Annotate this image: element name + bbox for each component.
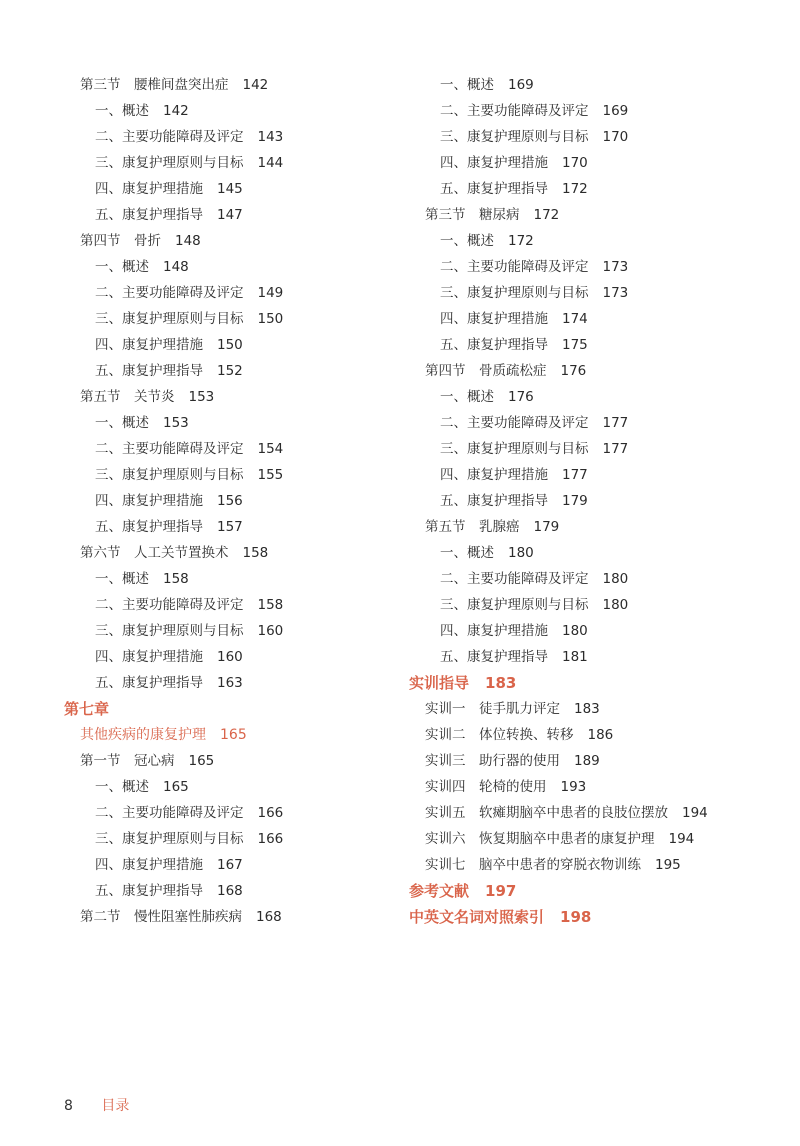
- toc-entry-item[interactable]: [409, 566, 789, 592]
- toc-entry-page-number: 158: [257, 597, 284, 613]
- toc-entry-section[interactable]: [409, 514, 789, 540]
- toc-entry-title: 三、康复护理原则与目标: [95, 155, 244, 171]
- toc-entry-section[interactable]: [409, 774, 789, 800]
- toc-entry-item[interactable]: [409, 410, 789, 436]
- toc-entry-title: 第三节 糖尿病: [425, 207, 520, 223]
- toc-entry-item[interactable]: [409, 488, 789, 514]
- toc-entry-item[interactable]: [64, 644, 404, 670]
- toc-entry-page-number: 173: [602, 285, 629, 301]
- toc-entry-page-number: 147: [217, 207, 243, 223]
- toc-entry-title: 第一节 冠心病: [80, 753, 175, 769]
- toc-entry-page-number: 169: [508, 77, 534, 93]
- toc-entry-page-number: 179: [533, 519, 560, 535]
- toc-entry-title: 实训四 轮椅的使用: [425, 779, 547, 795]
- toc-entry-page-number: 183: [485, 674, 517, 692]
- toc-entry-page-number: 148: [163, 259, 189, 275]
- toc-entry-title: 三、康复护理原则与目标: [95, 831, 244, 847]
- toc-entry-title: 四、康复护理措施: [440, 311, 548, 327]
- toc-entry-page-number: 175: [562, 337, 588, 353]
- toc-entry-title: 二、主要功能障碍及评定: [95, 285, 244, 301]
- toc-entry-title: 五、康复护理指导: [440, 493, 548, 509]
- toc-entry-page-number: 174: [562, 311, 588, 327]
- toc-entry-title: 四、康复护理措施: [440, 155, 548, 171]
- toc-entry-page-number: 142: [163, 103, 189, 119]
- toc-entry-page-number: 157: [217, 519, 243, 535]
- toc-entry-page-number: 158: [163, 571, 189, 587]
- toc-entry-title: 实训五 软瘫期脑卒中患者的良肢位摆放: [425, 805, 668, 821]
- toc-entry-page-number: 149: [257, 285, 284, 301]
- toc-entry-page-number: 198: [560, 908, 592, 926]
- toc-entry-title: 四、康复护理措施: [95, 857, 203, 873]
- toc-entry-page-number: 160: [217, 649, 243, 665]
- toc-entry-section[interactable]: [409, 722, 789, 748]
- toc-entry-item[interactable]: [64, 592, 404, 618]
- toc-entry-title: 三、康复护理原则与目标: [440, 597, 589, 613]
- toc-entry-item[interactable]: [64, 410, 404, 436]
- toc-entry-item[interactable]: [409, 332, 789, 358]
- toc-entry-title: 实训三 助行器的使用: [425, 753, 560, 769]
- toc-entry-title: 二、主要功能障碍及评定: [440, 415, 589, 431]
- toc-entry-item[interactable]: [409, 384, 789, 410]
- toc-entry-title: 第四节 骨折: [80, 233, 161, 249]
- toc-entry-section[interactable]: [409, 748, 789, 774]
- toc-entry-item[interactable]: [64, 358, 404, 384]
- toc-entry-item[interactable]: [409, 254, 789, 280]
- toc-entry-page-number: 168: [256, 909, 282, 925]
- toc-entry-title: 四、康复护理措施: [440, 623, 548, 639]
- toc-entry-page-number: 166: [257, 831, 284, 847]
- toc-entry-section[interactable]: [64, 540, 404, 566]
- toc-entry-page-number: 152: [217, 363, 243, 379]
- toc-entry-item[interactable]: [409, 72, 789, 98]
- toc-entry-title: 五、康复护理指导: [95, 675, 203, 691]
- toc-entry-item[interactable]: [409, 462, 789, 488]
- toc-entry-item[interactable]: [409, 280, 789, 306]
- toc-entry-title: 实训一 徒手肌力评定: [425, 701, 560, 717]
- page-footer: [64, 1095, 129, 1117]
- toc-entry-page-number: 142: [242, 77, 269, 93]
- toc-entry-item[interactable]: [64, 306, 404, 332]
- toc-entry-page-number: 177: [602, 441, 629, 457]
- toc-entry-title: 第三节 腰椎间盘突出症: [80, 77, 229, 93]
- toc-entry-title: 五、康复护理指导: [95, 363, 203, 379]
- toc-entry-title: 三、康复护理原则与目标: [440, 129, 589, 145]
- toc-entry-page-number: 177: [602, 415, 629, 431]
- toc-entry-page-number: 153: [163, 415, 189, 431]
- toc-entry-page-number: 180: [562, 623, 588, 639]
- toc-entry-section[interactable]: [409, 696, 789, 722]
- toc-entry-title: 参考文献: [409, 882, 470, 900]
- toc-entry-section[interactable]: [409, 202, 789, 228]
- toc-entry-chapter[interactable]: [64, 696, 404, 722]
- footer-page-number: 8: [64, 1098, 73, 1114]
- toc-entry-item[interactable]: [64, 618, 404, 644]
- toc-entry-section[interactable]: [64, 748, 404, 774]
- toc-entry-page-number: 180: [602, 571, 629, 587]
- toc-entry-title: 一、概述: [95, 259, 149, 275]
- toc-entry-title: 第五节 关节炎: [80, 389, 175, 405]
- toc-left-column: [64, 72, 404, 930]
- toc-entry-section[interactable]: [409, 826, 789, 852]
- toc-entry-title: 一、概述: [95, 103, 149, 119]
- toc-entry-item[interactable]: [64, 852, 404, 878]
- toc-entry-page-number: 150: [257, 311, 284, 327]
- toc-entry-page-number: 176: [508, 389, 534, 405]
- toc-entry-section[interactable]: [64, 228, 404, 254]
- toc-entry-title: 二、主要功能障碍及评定: [440, 259, 589, 275]
- toc-entry-item[interactable]: [64, 774, 404, 800]
- toc-entry-page-number: 172: [562, 181, 588, 197]
- toc-entry-item[interactable]: [409, 592, 789, 618]
- toc-entry-page-number: 166: [257, 805, 284, 821]
- toc-entry-title: 二、主要功能障碍及评定: [95, 129, 244, 145]
- toc-entry-title: 实训二 体位转换、转移: [425, 727, 574, 743]
- toc-entry-item[interactable]: [409, 644, 789, 670]
- toc-entry-page-number: 179: [562, 493, 588, 509]
- toc-entry-section[interactable]: [64, 384, 404, 410]
- toc-entry-section[interactable]: [409, 800, 789, 826]
- toc-entry-page-number: 176: [560, 363, 587, 379]
- toc-entry-title: 中英文名词对照索引: [409, 908, 545, 926]
- toc-entry-item[interactable]: [64, 514, 404, 540]
- toc-entry-major[interactable]: [409, 878, 789, 904]
- toc-entry-item[interactable]: [64, 800, 404, 826]
- toc-entry-page-number: 173: [602, 259, 629, 275]
- toc-entry-title: 第五节 乳腺癌: [425, 519, 520, 535]
- toc-entry-page-number: 180: [508, 545, 534, 561]
- toc-entry-item[interactable]: [64, 254, 404, 280]
- toc-entry-item[interactable]: [409, 98, 789, 124]
- toc-entry-item[interactable]: [64, 176, 404, 202]
- toc-entry-item[interactable]: [64, 670, 404, 696]
- toc-entry-page-number: 160: [257, 623, 284, 639]
- toc-entry-title: 第四节 骨质疏松症: [425, 363, 547, 379]
- toc-entry-title: 五、康复护理指导: [440, 649, 548, 665]
- toc-entry-item[interactable]: [64, 826, 404, 852]
- toc-entry-section[interactable]: [409, 358, 789, 384]
- toc-entry-section[interactable]: [64, 72, 404, 98]
- toc-entry-title: 其他疾病的康复护理: [80, 727, 206, 743]
- toc-entry-item[interactable]: [64, 98, 404, 124]
- toc-entry-item[interactable]: [64, 124, 404, 150]
- toc-entry-title: 一、概述: [440, 389, 494, 405]
- toc-entry-page-number: 181: [562, 649, 588, 665]
- toc-entry-page-number: 163: [217, 675, 243, 691]
- toc-entry-item[interactable]: [64, 150, 404, 176]
- toc-entry-title: 五、康复护理指导: [440, 181, 548, 197]
- toc-entry-page-number: 194: [668, 831, 695, 847]
- toc-entry-title: 二、主要功能障碍及评定: [440, 103, 589, 119]
- toc-entry-title: 一、概述: [95, 571, 149, 587]
- toc-entry-title: 第七章: [64, 700, 110, 718]
- toc-entry-title: 三、康复护理原则与目标: [95, 623, 244, 639]
- toc-entry-title: 二、主要功能障碍及评定: [95, 441, 244, 457]
- toc-entry-page-number: 155: [257, 467, 284, 483]
- toc-entry-title: 实训指导: [409, 674, 470, 692]
- footer-section-label: 目录: [101, 1098, 130, 1114]
- toc-entry-page-number: 169: [602, 103, 629, 119]
- toc-entry-title: 五、康复护理指导: [95, 207, 203, 223]
- toc-entry-page-number: 165: [163, 779, 189, 795]
- toc-entry-major[interactable]: [409, 670, 789, 696]
- toc-entry-page-number: 197: [485, 882, 517, 900]
- toc-entry-title: 三、康复护理原则与目标: [95, 311, 244, 327]
- toc-entry-item[interactable]: [64, 436, 404, 462]
- toc-entry-title: 一、概述: [440, 233, 494, 249]
- toc-entry-chaptertitle[interactable]: [64, 722, 404, 748]
- toc-entry-page-number: 168: [217, 883, 243, 899]
- toc-entry-title: 实训六 恢复期脑卒中患者的康复护理: [425, 831, 655, 847]
- toc-entry-page-number: 172: [508, 233, 534, 249]
- toc-entry-page-number: 183: [574, 701, 600, 717]
- toc-entry-page-number: 186: [587, 727, 614, 743]
- toc-entry-title: 第六节 人工关节置换术: [80, 545, 229, 561]
- toc-entry-page-number: 156: [217, 493, 243, 509]
- toc-entry-title: 一、概述: [440, 545, 494, 561]
- toc-entry-item[interactable]: [409, 306, 789, 332]
- toc-entry-title: 四、康复护理措施: [95, 493, 203, 509]
- toc-entry-item[interactable]: [409, 618, 789, 644]
- toc-entry-page-number: 153: [188, 389, 215, 405]
- toc-entry-title: 二、主要功能障碍及评定: [95, 805, 244, 821]
- toc-entry-title: 三、康复护理原则与目标: [440, 441, 589, 457]
- toc-entry-item[interactable]: [409, 150, 789, 176]
- toc-entry-title: 三、康复护理原则与目标: [440, 285, 589, 301]
- toc-entry-page-number: 172: [533, 207, 560, 223]
- toc-entry-title: 一、概述: [440, 77, 494, 93]
- toc-entry-title: 五、康复护理指导: [95, 519, 203, 535]
- toc-entry-title: 实训七 脑卒中患者的穿脱衣物训练: [425, 857, 641, 873]
- toc-entry-page-number: 150: [217, 337, 243, 353]
- toc-entry-major[interactable]: [409, 904, 789, 930]
- toc-entry-item[interactable]: [409, 228, 789, 254]
- toc-right-column: [409, 72, 789, 930]
- toc-entry-item[interactable]: [64, 566, 404, 592]
- toc-entry-item[interactable]: [409, 436, 789, 462]
- toc-entry-title: 四、康复护理措施: [440, 467, 548, 483]
- toc-entry-page-number: 177: [562, 467, 588, 483]
- toc-entry-page-number: 170: [562, 155, 588, 171]
- toc-entry-title: 第二节 慢性阻塞性肺疾病: [80, 909, 242, 925]
- toc-entry-page-number: 158: [242, 545, 269, 561]
- toc-entry-title: 二、主要功能障碍及评定: [440, 571, 589, 587]
- toc-entry-section[interactable]: [64, 904, 404, 930]
- toc-entry-page-number: 143: [257, 129, 284, 145]
- toc-entry-item[interactable]: [64, 202, 404, 228]
- toc-entry-page-number: 145: [217, 181, 243, 197]
- toc-entry-title: 一、概述: [95, 779, 149, 795]
- toc-entry-item[interactable]: [64, 878, 404, 904]
- toc-entry-title: 五、康复护理指导: [95, 883, 203, 899]
- toc-entry-page-number: 165: [220, 727, 247, 743]
- toc-entry-item[interactable]: [64, 462, 404, 488]
- toc-entry-page-number: 189: [574, 753, 600, 769]
- toc-entry-item[interactable]: [409, 124, 789, 150]
- toc-entry-title: 三、康复护理原则与目标: [95, 467, 244, 483]
- toc-entry-title: 二、主要功能障碍及评定: [95, 597, 244, 613]
- toc-entry-item[interactable]: [64, 280, 404, 306]
- toc-entry-page-number: 194: [682, 805, 708, 821]
- toc-entry-item[interactable]: [409, 176, 789, 202]
- toc-entry-page-number: 167: [217, 857, 243, 873]
- toc-entry-item[interactable]: [64, 488, 404, 514]
- toc-entry-page-number: 154: [257, 441, 284, 457]
- toc-entry-page-number: 193: [560, 779, 587, 795]
- toc-entry-page-number: 195: [655, 857, 681, 873]
- toc-entry-page-number: 148: [175, 233, 201, 249]
- toc-entry-title: 四、康复护理措施: [95, 181, 203, 197]
- toc-entry-page-number: 165: [188, 753, 215, 769]
- toc-entry-page-number: 144: [257, 155, 284, 171]
- toc-entry-page-number: 180: [602, 597, 629, 613]
- toc-entry-section[interactable]: [409, 852, 789, 878]
- toc-entry-title: 四、康复护理措施: [95, 649, 203, 665]
- toc-entry-item[interactable]: [409, 540, 789, 566]
- toc-entry-title: 一、概述: [95, 415, 149, 431]
- toc-entry-title: 四、康复护理措施: [95, 337, 203, 353]
- toc-entry-title: 五、康复护理指导: [440, 337, 548, 353]
- toc-entry-page-number: 170: [602, 129, 629, 145]
- toc-entry-item[interactable]: [64, 332, 404, 358]
